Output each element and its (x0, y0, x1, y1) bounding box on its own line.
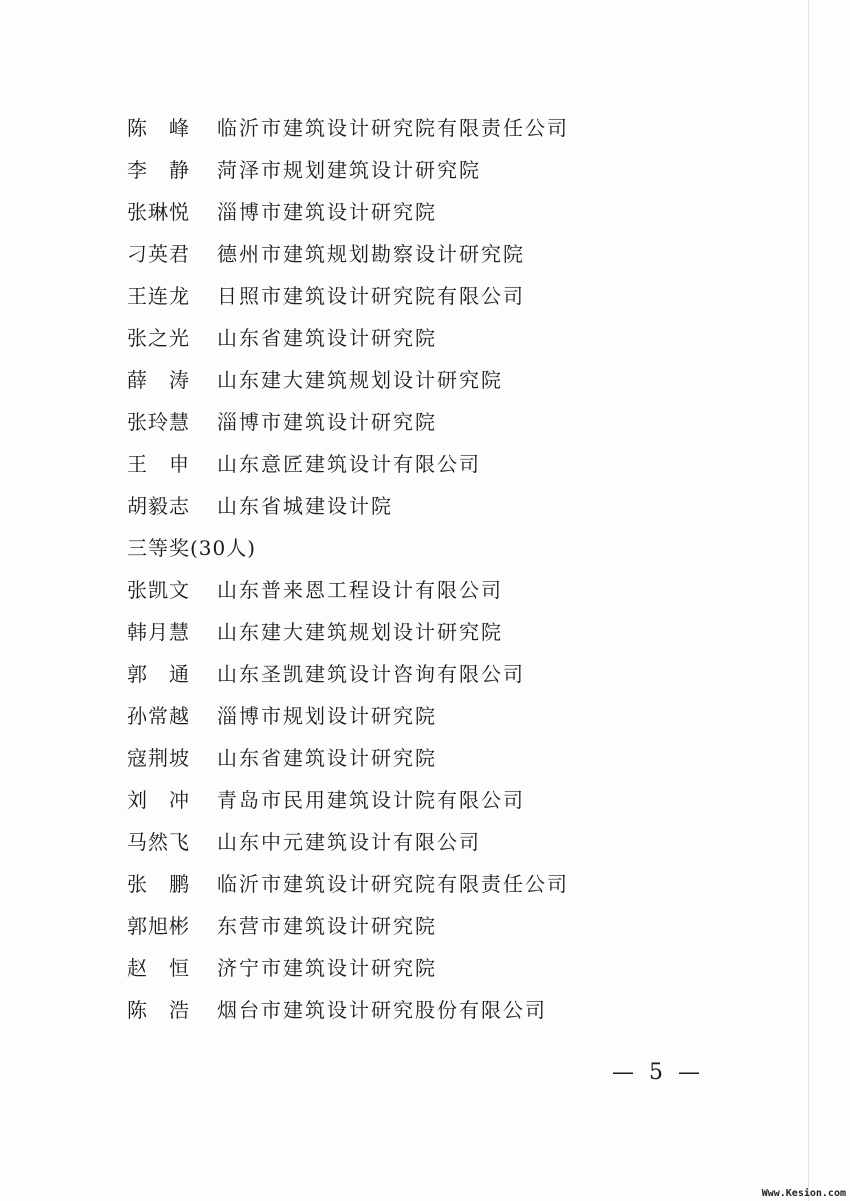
organization-name: 山东省城建设计院 (217, 494, 393, 518)
person-name: 郭旭彬 (127, 914, 190, 938)
person-name: 张玲慧 (127, 410, 190, 434)
organization-name: 山东建大建筑规划设计研究院 (217, 620, 503, 644)
list-item (127, 611, 767, 653)
organization-name: 山东普来恩工程设计有限公司 (217, 578, 503, 602)
list-item (127, 779, 767, 821)
organization-name: 山东中元建筑设计有限公司 (217, 830, 481, 854)
organization-name: 菏泽市规划建筑设计研究院 (217, 158, 481, 182)
list-item (127, 737, 767, 779)
list-item (127, 905, 767, 947)
list-item (127, 233, 767, 275)
person-name: 刘 冲 (127, 788, 190, 812)
organization-name: 山东省建筑设计研究院 (217, 746, 437, 770)
organization-name: 山东省建筑设计研究院 (217, 326, 437, 350)
person-name: 张琳悦 (127, 200, 190, 224)
organization-name: 济宁市建筑设计研究院 (217, 956, 437, 980)
person-name: 张凯文 (127, 578, 190, 602)
list-item (127, 653, 767, 695)
organization-name: 德州市建筑规划勘察设计研究院 (217, 242, 525, 266)
site-watermark[interactable]: Www.Kesion.com (761, 1188, 846, 1199)
list-item (127, 485, 767, 527)
list-item (127, 443, 767, 485)
person-name: 张之光 (127, 326, 190, 350)
list-item (127, 695, 767, 737)
person-name: 李 静 (127, 158, 190, 182)
page-number: — 5 — (612, 1060, 704, 1085)
list-item (127, 989, 767, 1031)
person-name: 薛 涛 (127, 368, 190, 392)
person-name: 陈 浩 (127, 998, 190, 1022)
list-item (127, 149, 767, 191)
organization-name: 东营市建筑设计研究院 (217, 914, 437, 938)
person-name: 韩月慧 (127, 620, 190, 644)
list-item (127, 107, 767, 149)
organization-name: 山东圣凯建筑设计咨询有限公司 (217, 662, 525, 686)
organization-name: 山东意匠建筑设计有限公司 (217, 452, 481, 476)
person-name: 孙常越 (127, 704, 190, 728)
person-name: 郭 通 (127, 662, 190, 686)
person-name: 张 鹏 (127, 872, 190, 896)
organization-name: 日照市建筑设计研究院有限公司 (217, 284, 525, 308)
list-item (127, 275, 767, 317)
list-item (127, 317, 767, 359)
award-list (127, 107, 767, 1031)
organization-name: 青岛市民用建筑设计院有限公司 (217, 788, 525, 812)
section-heading: 三等奖(30人) (127, 536, 257, 560)
list-item (127, 569, 767, 611)
organization-name: 淄博市规划设计研究院 (217, 704, 437, 728)
list-item (127, 863, 767, 905)
list-item (127, 947, 767, 989)
organization-name: 淄博市建筑设计研究院 (217, 200, 437, 224)
person-name: 刁英君 (127, 242, 190, 266)
person-name: 胡毅志 (127, 494, 190, 518)
person-name: 陈 峰 (127, 116, 190, 140)
person-name: 寇荆坡 (127, 746, 190, 770)
list-item (127, 359, 767, 401)
organization-name: 烟台市建筑设计研究股份有限公司 (217, 998, 547, 1022)
list-item (127, 191, 767, 233)
organization-name: 临沂市建筑设计研究院有限责任公司 (217, 872, 569, 896)
person-name: 马然飞 (127, 830, 190, 854)
organization-name: 临沂市建筑设计研究院有限责任公司 (217, 116, 569, 140)
scan-edge-line (808, 0, 809, 1201)
list-item (127, 821, 767, 863)
organization-name: 淄博市建筑设计研究院 (217, 410, 437, 434)
person-name: 赵 恒 (127, 956, 190, 980)
list-item (127, 401, 767, 443)
person-name: 王连龙 (127, 284, 190, 308)
person-name: 王 申 (127, 452, 190, 476)
organization-name: 山东建大建筑规划设计研究院 (217, 368, 503, 392)
